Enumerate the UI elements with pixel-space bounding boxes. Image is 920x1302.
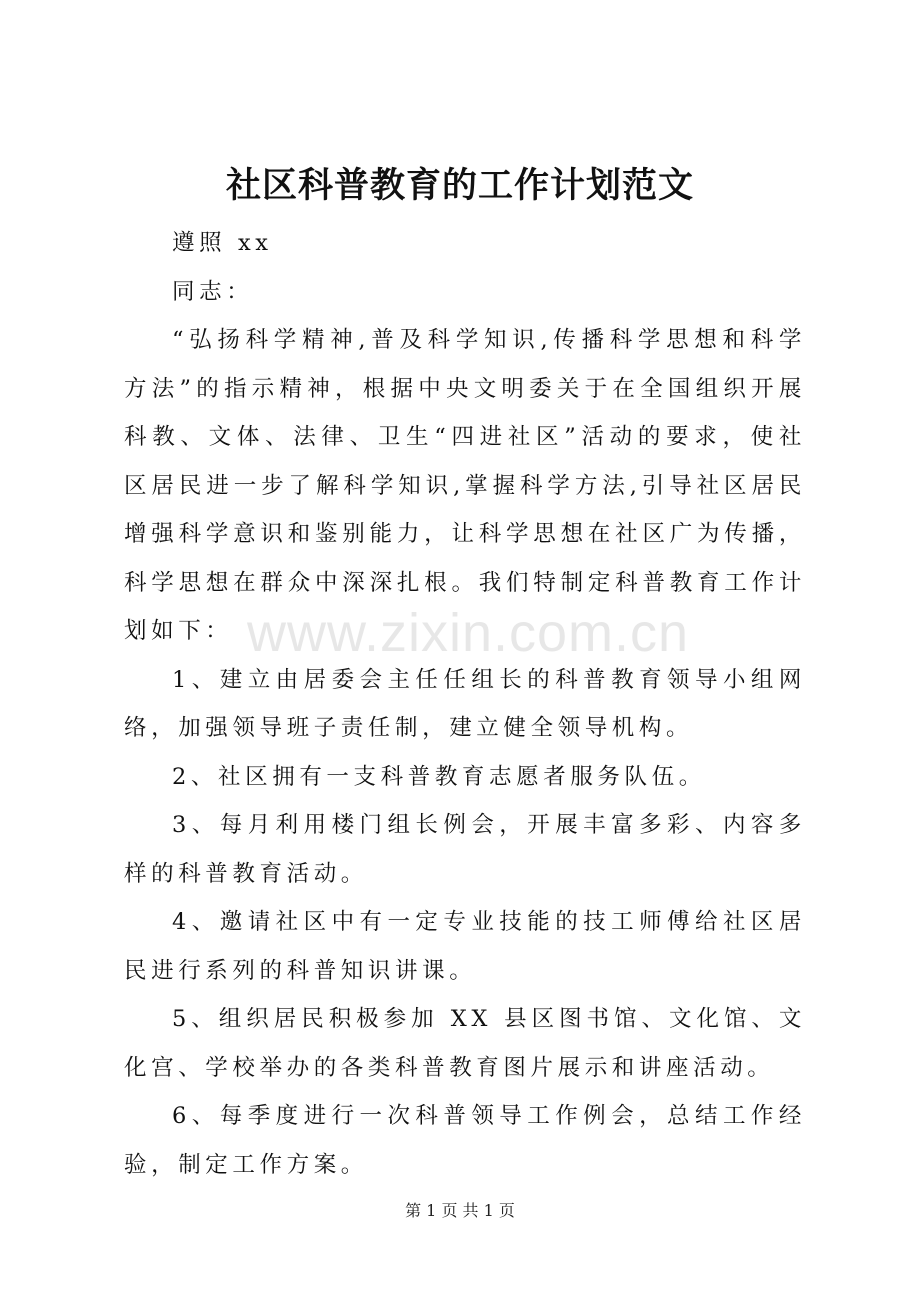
document-body <box>124 219 806 1189</box>
plan-item-4: 4、邀请社区中有一定专业技能的技工师傅给社区居民进行系列的科普知识讲课。 <box>124 909 806 984</box>
intro-paragraph: “弘扬科学精神,普及科学知识,传播科学思想和科学方法”的指示精神，根据中央文明委关于在全国组织开展科教、文体、法律、卫生“四进社区”活动的要求，使社区居民进一步了解科学知识,掌握科学方法,引导社区居民增强科学意识和鉴别能力，让科学思想在社区广为传播，科学思想在群众中深深扎根。我们特制定科普教育工作计划如下： <box>124 327 806 644</box>
plan-item-2: 2、社区拥有一支科普教育志愿者服务队伍。 <box>172 763 706 790</box>
plan-item-6: 6、每季度进行一次科普领导工作例会，总结工作经验，制定工作方案。 <box>124 1103 806 1178</box>
document-title: 社区科普教育的工作计划范文 <box>225 165 694 206</box>
plan-item-3: 3、每月利用楼门组长例会，开展丰富多彩、内容多样的科普教育活动。 <box>124 812 806 887</box>
plan-item-5: 5、组织居民积极参加 XX 县区图书馆、文化馆、文化宫、学校举办的各类科普教育图片展示和讲座活动。 <box>124 1006 806 1081</box>
watermark: www.zixin.com.cn <box>246 603 690 663</box>
salutation: 遵照 xx <box>172 230 273 256</box>
page-footer: 第 1 页 共 1 页 <box>405 1201 515 1220</box>
addressee: 同志： <box>172 278 254 305</box>
plan-item-1: 1、建立由居委会主任任组长的科普教育领导小组网络，加强领导班子责任制，建立健全领导机构。 <box>124 666 806 741</box>
